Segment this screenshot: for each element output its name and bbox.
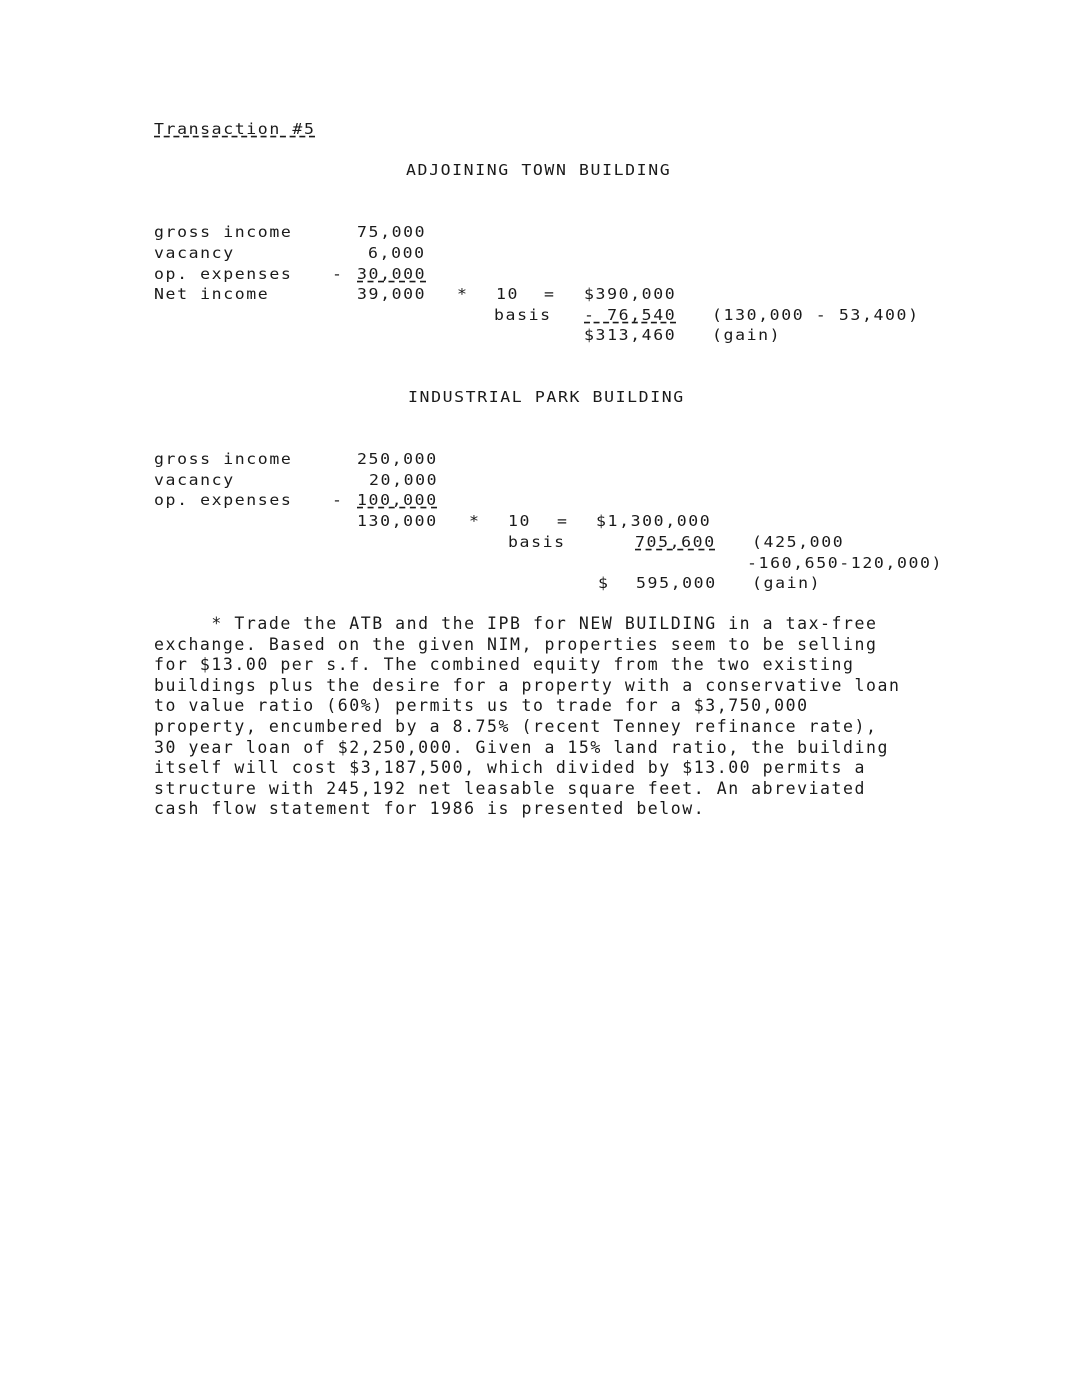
atb-equals-sign: = (544, 285, 556, 303)
ipb-product: $1,300,000 (596, 512, 712, 530)
ipb-equals-sign: = (557, 512, 569, 530)
paragraph-line: structure with 245,192 net leasable square feet. An abreviated (154, 778, 866, 798)
atb-basis-label: basis (494, 306, 552, 324)
ipb-minus-sign: - (332, 491, 344, 509)
paragraph-line: buildings plus the desire for a property with a conservative loan (154, 675, 901, 695)
ipb-result-note: (gain) (752, 574, 822, 592)
atb-product: $390,000 (584, 285, 677, 303)
ipb-label-vacancy: vacancy (154, 471, 235, 489)
paragraph-line: * Trade the ATB and the IPB for NEW BUILDING in a tax-free (154, 614, 878, 633)
atb-title: ADJOINING TOWN BUILDING (406, 161, 672, 179)
atb-basis-value: - 76,540 (584, 306, 677, 324)
atb-multiplier: 10 (496, 285, 520, 303)
atb-label-gross-income: gross income (154, 223, 293, 241)
ipb-result-currency: $ (598, 574, 610, 592)
page-heading: Transaction #5 (154, 120, 316, 138)
paragraph-line: cash flow statement for 1986 is presented below. (154, 799, 706, 819)
paragraph-line: property, encumbered by a 8.75% (recent Tenney refinance rate), (154, 716, 878, 736)
paragraph-line: to value ratio (60%) permits us to trade for a $3,750,000 (154, 696, 809, 716)
ipb-title: INDUSTRIAL PARK BUILDING (408, 388, 685, 406)
paragraph-line: exchange. Based on the given NIM, properties seem to be selling (154, 634, 878, 654)
ipb-multiplier: 10 (508, 512, 532, 530)
ipb-label-gross-income: gross income (154, 450, 293, 468)
ipb-value-gross-income: 250,000 (357, 450, 438, 468)
atb-result: $313,460 (584, 326, 677, 344)
ipb-value-vacancy: 20,000 (369, 471, 439, 489)
ipb-basis-note-line2: -160,650-120,000) (747, 554, 944, 572)
paragraph-line: itself will cost $3,187,500, which divided by $13.00 permits a (154, 758, 866, 778)
atb-label-vacancy: vacancy (154, 244, 235, 262)
atb-label-net-income: Net income (154, 285, 270, 303)
paragraph-line: 30 year loan of $2,250,000. Given a 15% land ratio, the building (154, 737, 889, 757)
atb-basis-note: (130,000 - 53,400) (712, 306, 920, 324)
ipb-basis-label: basis (508, 533, 566, 551)
paragraph-line: for $13.00 per s.f. The combined equity from the two existing (154, 655, 855, 675)
ipb-times-sign: * (469, 512, 481, 530)
atb-times-sign: * (457, 285, 469, 303)
ipb-basis-note-line1: (425,000 (752, 533, 845, 551)
atb-label-op-expenses: op. expenses (154, 265, 293, 283)
atb-value-op-expenses: 30,000 (357, 265, 427, 283)
atb-result-note: (gain) (712, 326, 782, 344)
ipb-label-op-expenses: op. expenses (154, 491, 293, 509)
ipb-value-op-expenses: 100,000 (357, 491, 438, 509)
ipb-result: 595,000 (636, 574, 717, 592)
atb-minus-sign: - (332, 265, 344, 283)
atb-value-gross-income: 75,000 (357, 223, 427, 241)
atb-value-vacancy: 6,000 (368, 244, 426, 262)
explanation-paragraph (154, 614, 1014, 820)
atb-value-net-income: 39,000 (357, 285, 427, 303)
ipb-value-net-income: 130,000 (357, 512, 438, 530)
ipb-basis-value: 705,600 (635, 533, 716, 551)
